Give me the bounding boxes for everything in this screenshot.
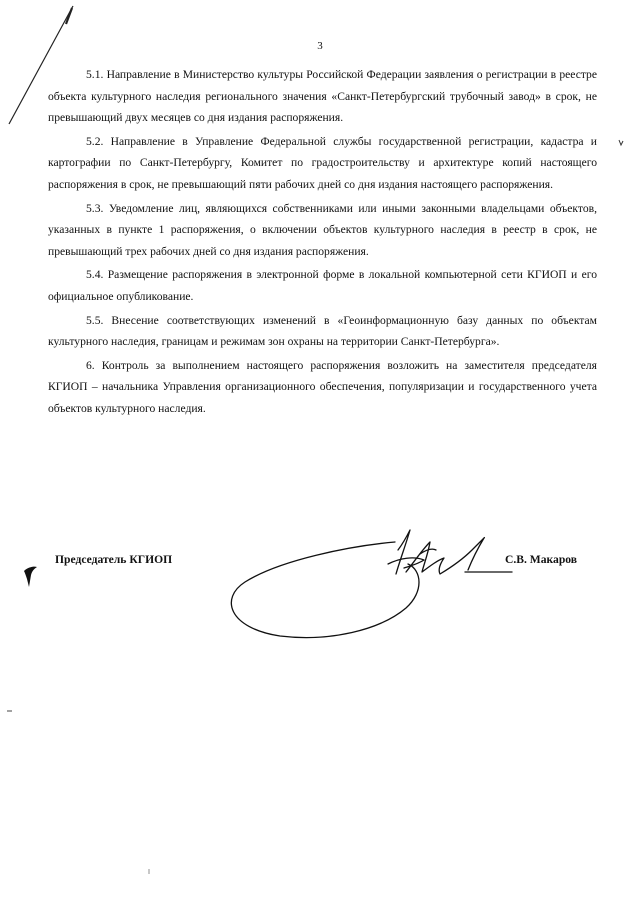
signer-title: Председатель КГИОП xyxy=(55,553,173,566)
page-number: 3 xyxy=(317,40,323,52)
scan-tick-left xyxy=(6,708,14,714)
paragraph-5-3: 5.3. Уведомление лиц, являющихся собственниками или иными законными владельцами объектов, указанных в пункте 1 распоряжения, о включении объектов культурного наследия в реестр в срок, не превышающий трех рабочих дней со дня издания распоряжения. xyxy=(48,201,597,258)
scan-dot-bottom xyxy=(146,868,152,876)
scan-mark-left xyxy=(20,565,40,595)
handwritten-signature xyxy=(210,520,530,645)
paragraph-5-1: 5.1. Направление в Министерство культуры Российской Федерации заявления о регистрации в реестре объекта культурного наследия регионального значения «Санкт-Петербургский трубочный завод» в срок, не превышающий двух месяцев со дня издания распоряжения. xyxy=(48,68,597,125)
paragraph-5-4: 5.4. Размещение распоряжения в электронной форме в локальной компьютерной сети КГИОП и его официальное опубликование. xyxy=(48,268,597,303)
scan-dot-right xyxy=(616,138,626,148)
document-body xyxy=(48,64,597,422)
paragraph-5-2: 5.2. Направление в Управление Федеральной службы государственной регистрации, кадастра и картографии по Санкт-Петербургу, Комитет по градостроительству и архитектуре копий настоящего распоряжения в срок, не превышающий пяти рабочих дней со дня издания настоящего распоряжения. xyxy=(48,134,597,191)
paragraph-6: 6. Контроль за выполнением настоящего распоряжения возложить на заместителя председателя КГИОП – начальника Управления организационного обеспечения, популяризации и государственного учета объектов культурного наследия. xyxy=(48,358,597,415)
signer-name: С.В. Макаров xyxy=(505,553,578,566)
paragraph-5-5: 5.5. Внесение соответствующих изменений в «Геоинформационную базу данных по объектам культурного наследия, границам и режимам зон охраны на территории Санкт-Петербурга». xyxy=(48,313,597,349)
